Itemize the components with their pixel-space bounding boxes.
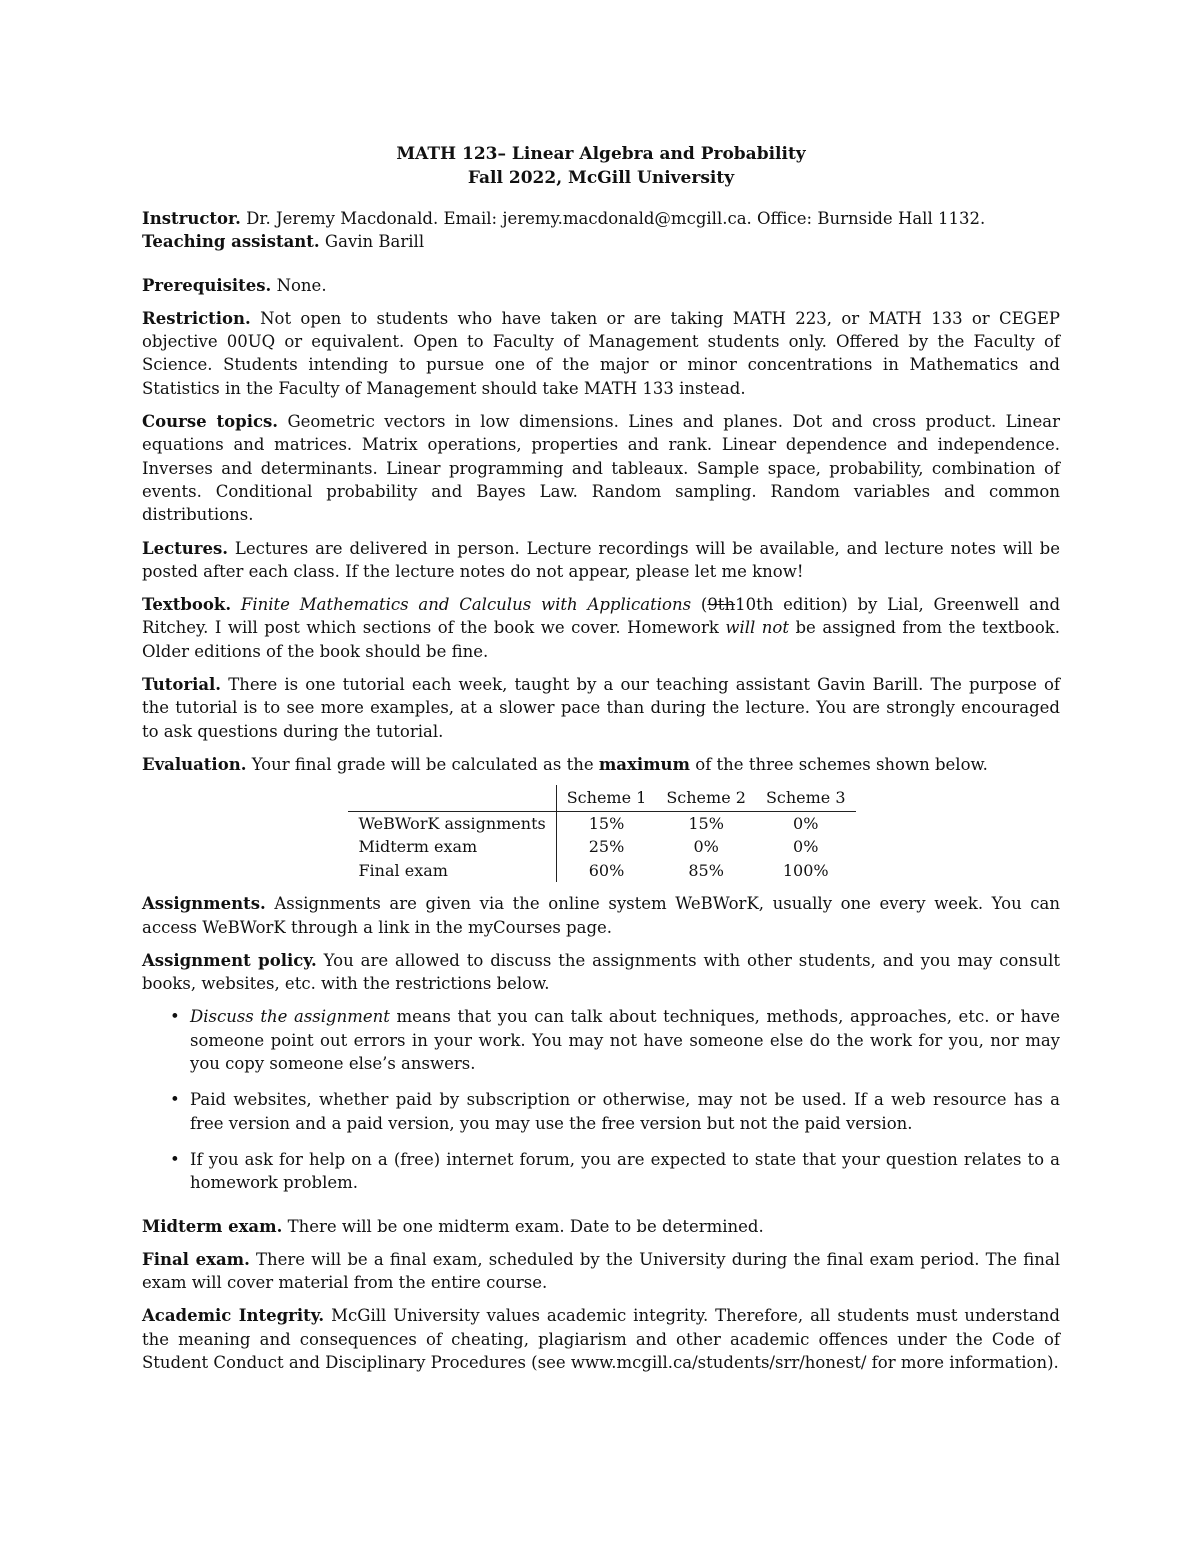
assignments-text: Assignments are given via the online system WeBWorK, usually one every week. You can access WeBWorK through a link in the myCourses page. [142, 894, 1060, 937]
prerequisites-text: None. [276, 275, 327, 295]
evaluation-header-empty [348, 785, 556, 811]
evaluation-header-row [348, 785, 855, 811]
table-cell: 100% [782, 860, 829, 880]
integrity-text: McGill University values academic integrity. Therefore, all students must understand the meaning and consequences of cheating, plagiarism and other academic offences under the Code of Student Conduct and Disciplinary Procedures (see www.mcgill.ca/students/srr/honest/ for more information). [142, 1306, 1060, 1372]
textbook-section: Textbook. Finite Mathematics and Calculus with Applications (9th10th edition) by Lial, Greenwell and Ritchey. I will post which sections of the book we cover. Homework will not be assigned from the textbook. Older editions of the book should be fine. [142, 595, 1061, 661]
evaluation-table [348, 785, 855, 882]
instructor-text: Dr. Jeremy Macdonald. Email: jeremy.macdonald@mcgill.ca. Office: Burnside Hall 1132. [246, 209, 986, 228]
evaluation-emphasis: maximum [598, 754, 691, 774]
policy-label: Assignment policy. [142, 950, 317, 970]
table-cell: 0% [793, 837, 819, 857]
topics-label: Course topics. [142, 412, 279, 432]
row-label-midterm: Midterm exam [348, 835, 556, 859]
document-header [142, 143, 1060, 190]
table-cell: 15% [688, 813, 724, 833]
table-cell: 25% [588, 837, 625, 857]
list-item [142, 1088, 1060, 1135]
evaluation-text-pre: Your final grade will be calculated as the [251, 754, 594, 774]
instructor-line [142, 207, 1060, 230]
policy-bullet-emphasis: Discuss the assignment [190, 1007, 390, 1027]
list-item [142, 1005, 1060, 1075]
evaluation-label: Evaluation. [142, 754, 247, 774]
course-term: Fall 2022, McGill University [467, 167, 735, 188]
instructor-label: Instructor. [142, 209, 241, 228]
policy-section [142, 949, 1060, 996]
bullet-icon: • [170, 1007, 180, 1027]
textbook-label: Textbook. [142, 595, 232, 615]
policy-bullet-text: Paid websites, whether paid by subscription or otherwise, may not be used. If a web resource has a free version and a paid version, you may use the free version but not the paid version. [190, 1090, 1060, 1133]
restriction-section [142, 307, 1060, 400]
textbook-end-text: be assigned from the textbook. Older editions of the book should be fine. [142, 618, 1060, 661]
table-row [348, 859, 855, 883]
scheme-2-header: Scheme 2 [666, 788, 746, 808]
list-item [142, 1148, 1060, 1195]
final-section [142, 1248, 1060, 1295]
ta-label: Teaching assistant. [142, 232, 320, 252]
scheme-1-header: Scheme 1 [566, 788, 647, 808]
assignments-label: Assignments. [142, 894, 266, 914]
integrity-section [142, 1304, 1060, 1374]
tutorial-label: Tutorial. [142, 675, 222, 695]
lectures-text: Lectures are delivered in person. Lecture recordings will be available, and lecture notes will be posted after each class. If the lecture notes do not appear, please let me know! [142, 538, 1060, 581]
prerequisites-label: Prerequisites. [142, 275, 272, 295]
course-title: MATH 123– Linear Algebra and Probability [396, 144, 806, 164]
table-cell: 60% [588, 860, 625, 880]
bullet-icon: • [170, 1149, 180, 1169]
midterm-text: There will be one midterm exam. Date to be determined. [287, 1216, 764, 1236]
scheme-3-header: Scheme 3 [765, 788, 846, 808]
table-cell: 85% [688, 860, 724, 880]
final-text: There will be a final exam, scheduled by the University during the final exam period. The final exam will cover material from the entire course. [142, 1249, 1060, 1293]
integrity-label: Academic Integrity. [142, 1306, 325, 1326]
textbook-emphasis: will not [725, 618, 789, 638]
policy-bullet-text: means that you can talk about techniques, methods, approaches, etc. or have someone point out errors in your work. You may not have someone else do the work for you, nor may you copy someone else’s answers. [190, 1007, 1061, 1074]
evaluation-text-post: of the three schemes shown below. [695, 754, 988, 774]
syllabus-content [142, 143, 1060, 1374]
row-label-final: Final exam [348, 859, 556, 883]
restriction-label: Restriction. [142, 308, 251, 328]
bullet-icon: • [170, 1090, 180, 1110]
lectures-section [142, 537, 1060, 584]
textbook-edition-text: 10th edition) by Lial, Greenwell and Ritchey. I will post which sections of the book we cover. Homework [142, 595, 1061, 638]
textbook-old-edition: 9th [707, 595, 736, 615]
evaluation-table-wrapper [142, 785, 1060, 882]
row-label-webwork: WeBWorK assignments [348, 811, 556, 835]
table-row [348, 835, 855, 859]
final-label: Final exam. [142, 1249, 250, 1269]
topics-text: Geometric vectors in low dimensions. Lines and planes. Dot and cross product. Linear equations and matrices. Matrix operations, properties and rank. Linear dependence and independence. Inverses and determinants. Linear programming and tableaux. Sample space, probability, combination of events. Conditional probability and Bayes Law. Random sampling. Random variables and common distributions. [142, 412, 1060, 525]
tutorial-section [142, 673, 1060, 743]
table-cell: 15% [588, 813, 625, 833]
assignments-section [142, 892, 1060, 939]
restriction-text: Not open to students who have taken or are taking MATH 223, or MATH 133 or CEGEP objective 00UQ or equivalent. Open to Faculty of Management students only. Offered by the Faculty of Science. Students intending to pursue one of the major or minor concentrations in Mathematics and Statistics in the Faculty of Management should take MATH 133 instead. [142, 308, 1060, 398]
table-row [348, 811, 855, 835]
ta-line [142, 230, 1060, 253]
midterm-label: Midterm exam. [142, 1216, 283, 1236]
midterm-section [142, 1215, 1060, 1238]
prerequisites-section [142, 274, 1060, 297]
evaluation-section [142, 753, 1060, 776]
table-cell: 0% [693, 837, 719, 857]
policy-list [142, 1005, 1060, 1194]
policy-bullet-text: If you ask for help on a (free) internet forum, you are expected to state that your question relates to a homework problem. [190, 1149, 1060, 1193]
tutorial-text: There is one tutorial each week, taught by a our teaching assistant Gavin Barill. The purpose of the tutorial is to see more examples, at a slower pace than during the lecture. You are strongly encouraged to ask questions during the tutorial. [142, 675, 1060, 741]
textbook-title: Finite Mathematics and Calculus with Applications [240, 595, 692, 615]
topics-section [142, 410, 1060, 526]
lectures-label: Lectures. [142, 538, 228, 558]
ta-text: Gavin Barill [324, 232, 425, 252]
policy-text: You are allowed to discuss the assignments with other students, and you may consult books, websites, etc. with the restrictions below. [142, 950, 1060, 994]
table-cell: 0% [793, 813, 819, 833]
